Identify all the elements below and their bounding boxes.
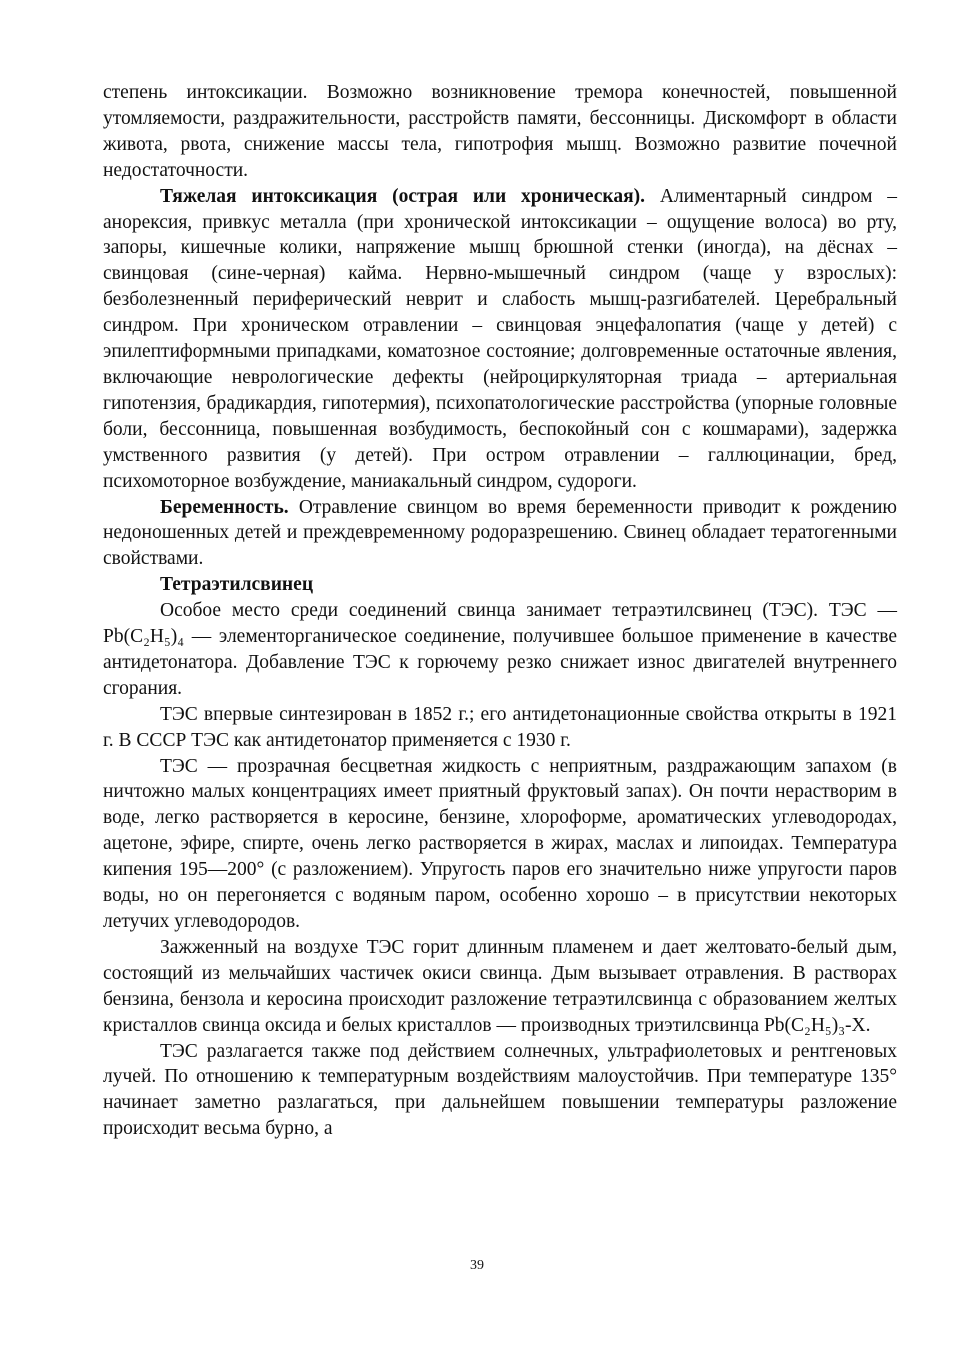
paragraph-tes-history [103,702,897,754]
paragraph-text: Отравление свинцом во время беременности приводит к рождению недоношенных детей и преждевременному родоразрешению. Свинец обладает тератогенными свойствами. [103,496,897,570]
paragraph-pregnancy [103,495,897,573]
body-text [103,80,897,1142]
page-number: 39 [470,1258,484,1273]
paragraph-text: Зажженный на воздухе ТЭС горит длинным пламенем и дает желтовато-белый дым, состоящий из мельчайших частичек окиси свинца. Дым вызывает отравления. В растворах бензина, бензола и керосина происходит разложение тетраэтилсвинца с образованием желтых кристаллов свинца оксида и белых кристаллов — производных триэтилсвинца Pb(C₂H₅)₃-X. [103,936,897,1036]
paragraph-tes-decomposition [103,1039,897,1143]
paragraph-text: Особое место среди соединений свинца занимает тетраэтилсвинец (ТЭС). ТЭС — Pb(C₂H₅)₄ — элементорганическое соединение, получившее большое применение в качестве антидетонатора. Добавление ТЭС к горючему резко снижает износ двигателей внутреннего сгорания. [103,600,897,699]
paragraph-tes-properties [103,754,897,935]
paragraph-text: степень интоксикации. Возможно возникновение тремора конечностей, повышенной утомляемости, раздражительности, расстройств памяти, бессонницы. Дискомфорт в области живота, рвота, снижение массы тела, гипотрофия мышц. Возможно развитие почечной недостаточности. [103,82,897,181]
paragraph-tes-combustion [103,935,897,1039]
paragraph-text: ТЭС впервые синтезирован в 1852 г.; его антидетонационные свойства открыты в 1921 г. В СССР ТЭС как антидетонатор применяется с 1930 г. [103,703,897,751]
section-heading-tetraethyllead [103,572,897,598]
section-heading: Тетраэтилсвинец [160,574,314,596]
paragraph-tes-intro [103,598,897,702]
paragraph-severe-intoxication [103,184,897,495]
paragraph-heading: Беременность. [160,496,289,518]
paragraph-text: ТЭС разлагается также под действием солнечных, ультрафиолетовых и рентгеновых лучей. По отношению к температурным воздействиям малоустойчив. При температуре 135° начинает заметно разлагаться, при дальнейшем повышении температуры разложение происходит весьма бурно, а [103,1040,897,1140]
paragraph-text: Алиментарный синдром – анорексия, привкус металла (при хронической интоксикации – ощущение волоса) во рту, запоры, кишечные колики, напряжение мышц брюшной стенки (иногда), на дёснах – свинцовая (сине-черная) кайма. Нервно-мышечный синдром (чаще у взрослых): безболезненный периферический неврит и слабость мышц-разгибателей. Церебральный синдром. При хроническом отравлении – свинцовая энцефалопатия (чаще у детей) с эпилептиформными припадками, коматозное состояние; долговременные остаточные явления, включающие неврологические дефекты (нейроциркуляторная триада – артериальная гипотензия, брадикардия, гипотермия), психопатологические расстройства (упорные головные боли, бессонница, повышенная возбудимость, беспокойный сон с кошмарами), задержка умственного развития (у детей). При остром отравлении – галлюцинации, бред, психомоторное возбуждение, маниакальный синдром, судороги. [103,185,897,492]
paragraph-heading: Тяжелая интоксикация (острая или хроническая). [160,185,646,207]
paragraph-text: ТЭС — прозрачная бесцветная жидкость с неприятным, раздражающим запахом (в ничтожно малых концентрациях имеет приятный фруктовый запах). Он почти нерастворим в воде, легко растворяется в керосине, бензине, хлороформе, ароматических углеводородах, ацетоне, эфире, спирте, очень легко растворяется в жирах, маслах и липоидах. Температура кипения 195—200° (с разложением). Упругость паров его значительно ниже упругости паров воды, но он перегоняется с водяным паром, особенно хорошо – в присутствии некоторых летучих углеводородов. [103,755,897,932]
paragraph-symptoms-continued [103,80,897,184]
